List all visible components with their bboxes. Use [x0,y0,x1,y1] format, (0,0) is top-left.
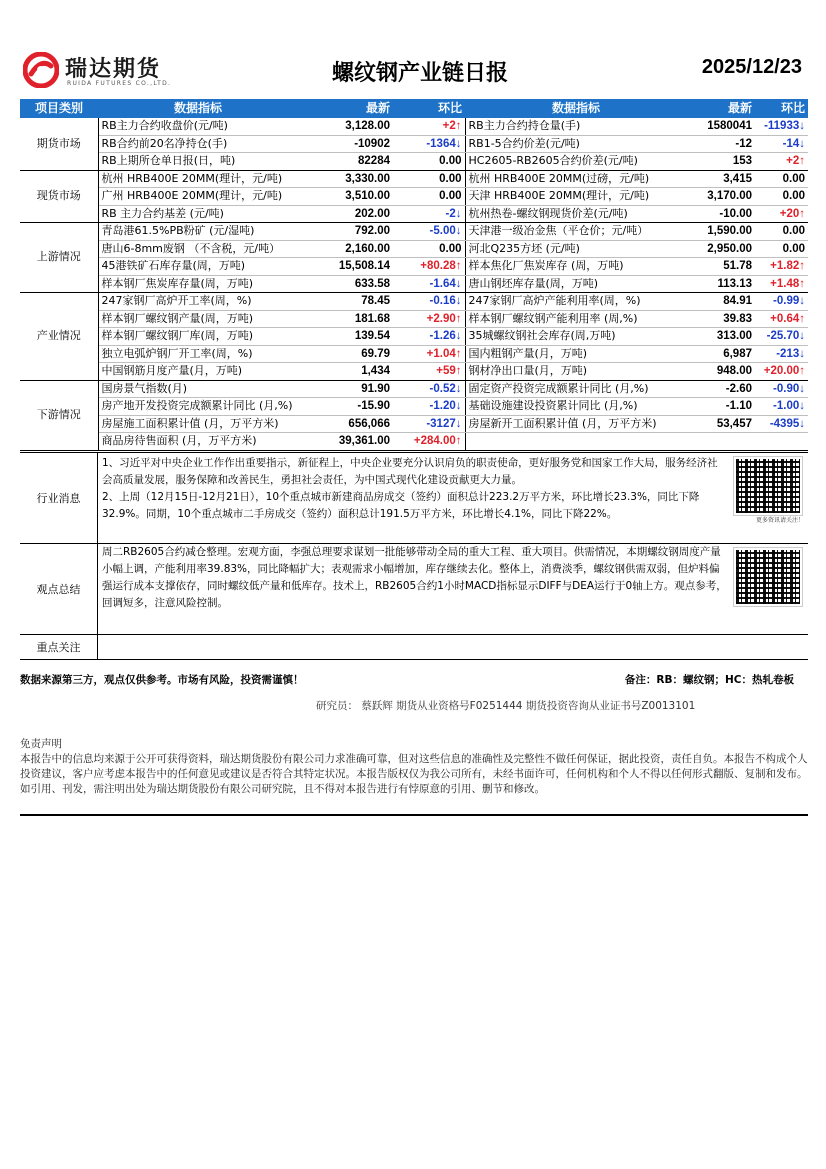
column-header-latest: 最新 [687,99,755,118]
indicator-label: 杭州热卷-螺纹钢现货价差(元/吨) [465,205,687,223]
indicator-label: 杭州 HRB400E 20MM(理计，元/吨) [98,170,298,188]
qr-caption: 更多资讯请关注！ [755,517,804,524]
latest-value: -15.90 [298,398,393,416]
column-header-indicator: 数据指标 [465,99,687,118]
table-row [20,275,808,293]
indicator-label: RB1-5合约价差(元/吨) [465,135,687,153]
indicator-label: 天津 HRB400E 20MM(理计，元/吨) [465,188,687,206]
qr-code-icon [734,457,802,515]
indicator-label: 样本钢厂焦炭库存量(周，万吨) [98,275,298,293]
indicator-label: RB主力合约收盘价(元/吨) [98,118,298,135]
latest-value: 78.45 [298,293,393,311]
change-value: -2↓ [393,205,465,223]
table-row [20,363,808,381]
indicator-label: 样本钢厂螺纹钢厂库(周，万吨) [98,328,298,346]
latest-value: 91.90 [298,380,393,398]
change-value: -1.64↓ [393,275,465,293]
table-row [20,398,808,416]
latest-value: -1.10 [687,398,755,416]
latest-value: 633.58 [298,275,393,293]
indicator-label: HC2605-RB2605合约价差(元/吨) [465,153,687,171]
latest-value: 1,434 [298,363,393,381]
focus-label: 重点关注 [20,635,98,659]
indicator-label: 样本钢厂螺纹钢产能利用率 (周,%) [465,310,687,328]
column-header-latest: 最新 [298,99,393,118]
change-value: -11933↓ [755,118,808,135]
change-value: +2↑ [755,153,808,171]
change-value: +1.48↑ [755,275,808,293]
table-row [20,170,808,188]
researcher-info: 研究员： 蔡跃辉 期货从业资格号F0251444 期货投资咨询从业证书号Z0013101 [316,700,696,712]
latest-value: 948.00 [687,363,755,381]
latest-value: 15,508.14 [298,258,393,276]
latest-value: 313.00 [687,328,755,346]
latest-value: 181.68 [298,310,393,328]
change-value: 0.00 [393,188,465,206]
latest-value: 3,510.00 [298,188,393,206]
indicator-label: 钢材净出口量(月，万吨) [465,363,687,381]
indicator-label: 独立电弧炉钢厂开工率(周，%) [98,345,298,363]
latest-value: 53,457 [687,415,755,433]
indicator-label: 基础设施建设投资累计同比 (月,%) [465,398,687,416]
indicator-table [20,99,808,451]
change-value: -1.00↓ [755,398,808,416]
bottom-divider [20,814,808,816]
change-value: +2.90↑ [393,310,465,328]
latest-value: -10902 [298,135,393,153]
indicator-label: RB上期所仓单日报(日，吨) [98,153,298,171]
change-value [755,433,808,451]
views-label: 观点总结 [20,544,98,634]
industry-news-body [102,455,728,523]
indicator-label: 247家钢厂高炉开工率(周，%) [98,293,298,311]
indicator-label: 35城螺纹钢社会库存(周,万吨) [465,328,687,346]
indicator-label: RB合约前20名净持仓(手) [98,135,298,153]
change-value: 0.00 [755,188,808,206]
latest-value: 39.83 [687,310,755,328]
latest-value: 39,361.00 [298,433,393,451]
table-row [20,135,808,153]
focus-section [20,635,808,660]
change-value: -213↓ [755,345,808,363]
table-header-row [20,99,808,118]
change-value: +1.82↑ [755,258,808,276]
latest-value: 1580041 [687,118,755,135]
ruida-logo-icon [23,52,59,88]
change-value: -3127↓ [393,415,465,433]
latest-value: -10.00 [687,205,755,223]
logo-english-name: RUIDA FUTURES CO.,LTD. [67,80,172,87]
indicator-label: 45港铁矿石库存量(周，万吨) [98,258,298,276]
indicator-label: RB主力合约持仓量(手) [465,118,687,135]
change-value: 0.00 [755,240,808,258]
latest-value: 792.00 [298,223,393,241]
table-row [20,205,808,223]
latest-value: 84.91 [687,293,755,311]
table-row [20,118,808,135]
indicator-label: 天津港一级冶金焦（平仓价；元/吨） [465,223,687,241]
change-value: +0.64↑ [755,310,808,328]
indicator-label: 唐山钢坯库存量(周，万吨) [465,275,687,293]
disclaimer-title: 免责声明 [20,738,62,750]
views-body: 周二RB2605合约减仓整理。宏观方面，李强总理要求谋划一批能够带动全局的重大工程、重大项目。供需情况，本期螺纹钢周度产量小幅上调，产能利用率39.83%，同比降幅扩大；表观需求小幅增加，库存继续去化。整体上，消费淡季，螺纹钢供需双弱，但炉料偏强运行成本支撑依存，同时螺纹低产量和低库存。技术上，RB2605合约1小时MACD指标显示DIFF与DEA运行于0轴上方。观点参考，回调短多，注意风险控制。 [102,546,727,609]
table-row [20,380,808,398]
report-header [20,50,808,92]
report-title: 螺纹钢产业链日报 [332,61,509,86]
category-cell: 期货市场 [20,118,98,170]
latest-value: 1,590.00 [687,223,755,241]
latest-value: 2,950.00 [687,240,755,258]
latest-value: 6,987 [687,345,755,363]
latest-value: 656,066 [298,415,393,433]
report-date: 2025/12/23 [701,56,802,78]
indicator-label: 国房景气指数(月) [98,380,298,398]
latest-value: 2,160.00 [298,240,393,258]
change-value: 0.00 [393,240,465,258]
disclaimer-body: 本报告中的信息均来源于公开可获得资料，瑞达期货股份有限公司力求准确可靠，但对这些信息的准确性及完整性不做任何保证，据此投资，责任自负。本报告不构成个人投资建议，客户应考虑本报告中的任何意见或建议是否符合其特定状况。本报告版权仅为我公司所有，未经书面许可，任何机构和个人不得以任何形式翻版、复制和发布。如引用、刊发，需注明出处为瑞达期货股份有限公司研究院，且不得对本报告进行有悖原意的引用、删节和修改。 [20,753,808,795]
table-row [20,293,808,311]
source-note: 数据来源第三方，观点仅供参考。市场有风险，投资需谨慎！ [20,674,304,686]
change-value: +80.28↑ [393,258,465,276]
disclaimer [20,737,808,797]
latest-value: -12 [687,135,755,153]
latest-value: 113.13 [687,275,755,293]
change-value: -5.00↓ [393,223,465,241]
latest-value [687,433,755,451]
views-section [20,544,808,635]
indicator-label: 样本钢厂螺纹钢产量(周，万吨) [98,310,298,328]
indicator-label: 固定资产投资完成额累计同比 (月,%) [465,380,687,398]
category-cell: 下游情况 [20,380,98,450]
latest-value: 153 [687,153,755,171]
indicator-label: 房产地开发投资完成额累计同比 (月,%) [98,398,298,416]
change-value: +2↑ [393,118,465,135]
company-logo [23,50,203,90]
change-value: 0.00 [393,153,465,171]
change-value: -14↓ [755,135,808,153]
change-value: -0.90↓ [755,380,808,398]
change-value: +20↑ [755,205,808,223]
column-header-indicator: 数据指标 [98,99,298,118]
change-value: +20.00↑ [755,363,808,381]
latest-value: 3,128.00 [298,118,393,135]
change-value: -1.26↓ [393,328,465,346]
column-header-change: 环比 [755,99,808,118]
industry-news-paragraph-1: 1、习近平对中央企业工作作出重要指示，新征程上，中央企业要充分认识肩负的职责使命，更好服务党和国家工作大局，服务经济社会高质量发展，服务保障和改善民生，勇担社会责任，为中国式现代化建设贡献更大力量。 [102,457,718,486]
column-header-category: 项目类别 [20,99,98,118]
change-value: -25.70↓ [755,328,808,346]
change-value: +59↑ [393,363,465,381]
remark-note: 备注：RB：螺纹钢；HC：热轧卷板 [624,674,794,686]
latest-value: 3,415 [687,170,755,188]
indicator-label: 杭州 HRB400E 20MM(过磅，元/吨) [465,170,687,188]
table-row [20,433,808,451]
indicator-label: 样本焦化厂焦炭库存 (周，万吨) [465,258,687,276]
industry-news-label: 行业消息 [20,453,98,543]
indicator-label: 247家钢厂高炉产能利用率(周，%) [465,293,687,311]
change-value: -1.20↓ [393,398,465,416]
table-row [20,415,808,433]
industry-news-paragraph-2: 2、上周（12月15日-12月21日），10个重点城市新建商品房成交（签约）面积总计223.2万平方米，环比增长23.3%，同比下降32.9%。同期，10个重点城市二手房成交（签约）面积总计191.5万平方米，环比增长4.1%，同比下降22%。 [102,491,700,520]
indicator-label: 房屋施工面积累计值 (月，万平方米) [98,415,298,433]
table-body [20,118,808,450]
change-value: +284.00↑ [393,433,465,451]
indicator-label: 河北Q235方坯 (元/吨) [465,240,687,258]
table-row [20,153,808,171]
change-value: 0.00 [755,170,808,188]
change-value: 0.00 [755,223,808,241]
change-value: -0.16↓ [393,293,465,311]
change-value: 0.00 [393,170,465,188]
table-row [20,258,808,276]
latest-value: 51.78 [687,258,755,276]
latest-value: -2.60 [687,380,755,398]
latest-value: 3,170.00 [687,188,755,206]
category-cell: 现货市场 [20,170,98,223]
latest-value: 139.54 [298,328,393,346]
table-row [20,188,808,206]
table-row [20,223,808,241]
change-value: +1.04↑ [393,345,465,363]
indicator-label: 房屋新开工面积累计值 (月，万平方米) [465,415,687,433]
indicator-label: 国内粗钢产量(月，万吨) [465,345,687,363]
column-header-change: 环比 [393,99,465,118]
indicator-label: 商品房待售面积 (月，万平方米) [98,433,298,451]
change-value: -1364↓ [393,135,465,153]
table-row [20,345,808,363]
indicator-label: RB 主力合约基差 (元/吨) [98,205,298,223]
table-row [20,328,808,346]
table-row [20,240,808,258]
latest-value: 82284 [298,153,393,171]
indicator-label: 青岛港61.5%PB粉矿 (元/湿吨) [98,223,298,241]
change-value: -0.52↓ [393,380,465,398]
table-row [20,310,808,328]
category-cell: 产业情况 [20,293,98,381]
indicator-label: 中国钢筋月度产量(月，万吨) [98,363,298,381]
latest-value: 69.79 [298,345,393,363]
indicator-label [465,433,687,451]
indicator-label: 唐山6-8mm废钢 （不含税，元/吨） [98,240,298,258]
indicator-label: 广州 HRB400E 20MM(理计，元/吨) [98,188,298,206]
change-value: -0.99↓ [755,293,808,311]
latest-value: 3,330.00 [298,170,393,188]
change-value: -4395↓ [755,415,808,433]
qr-code-icon [734,548,802,606]
industry-news-section [20,452,808,544]
category-cell: 上游情况 [20,223,98,293]
logo-chinese-name: 瑞达期货 [65,57,162,82]
latest-value: 202.00 [298,205,393,223]
